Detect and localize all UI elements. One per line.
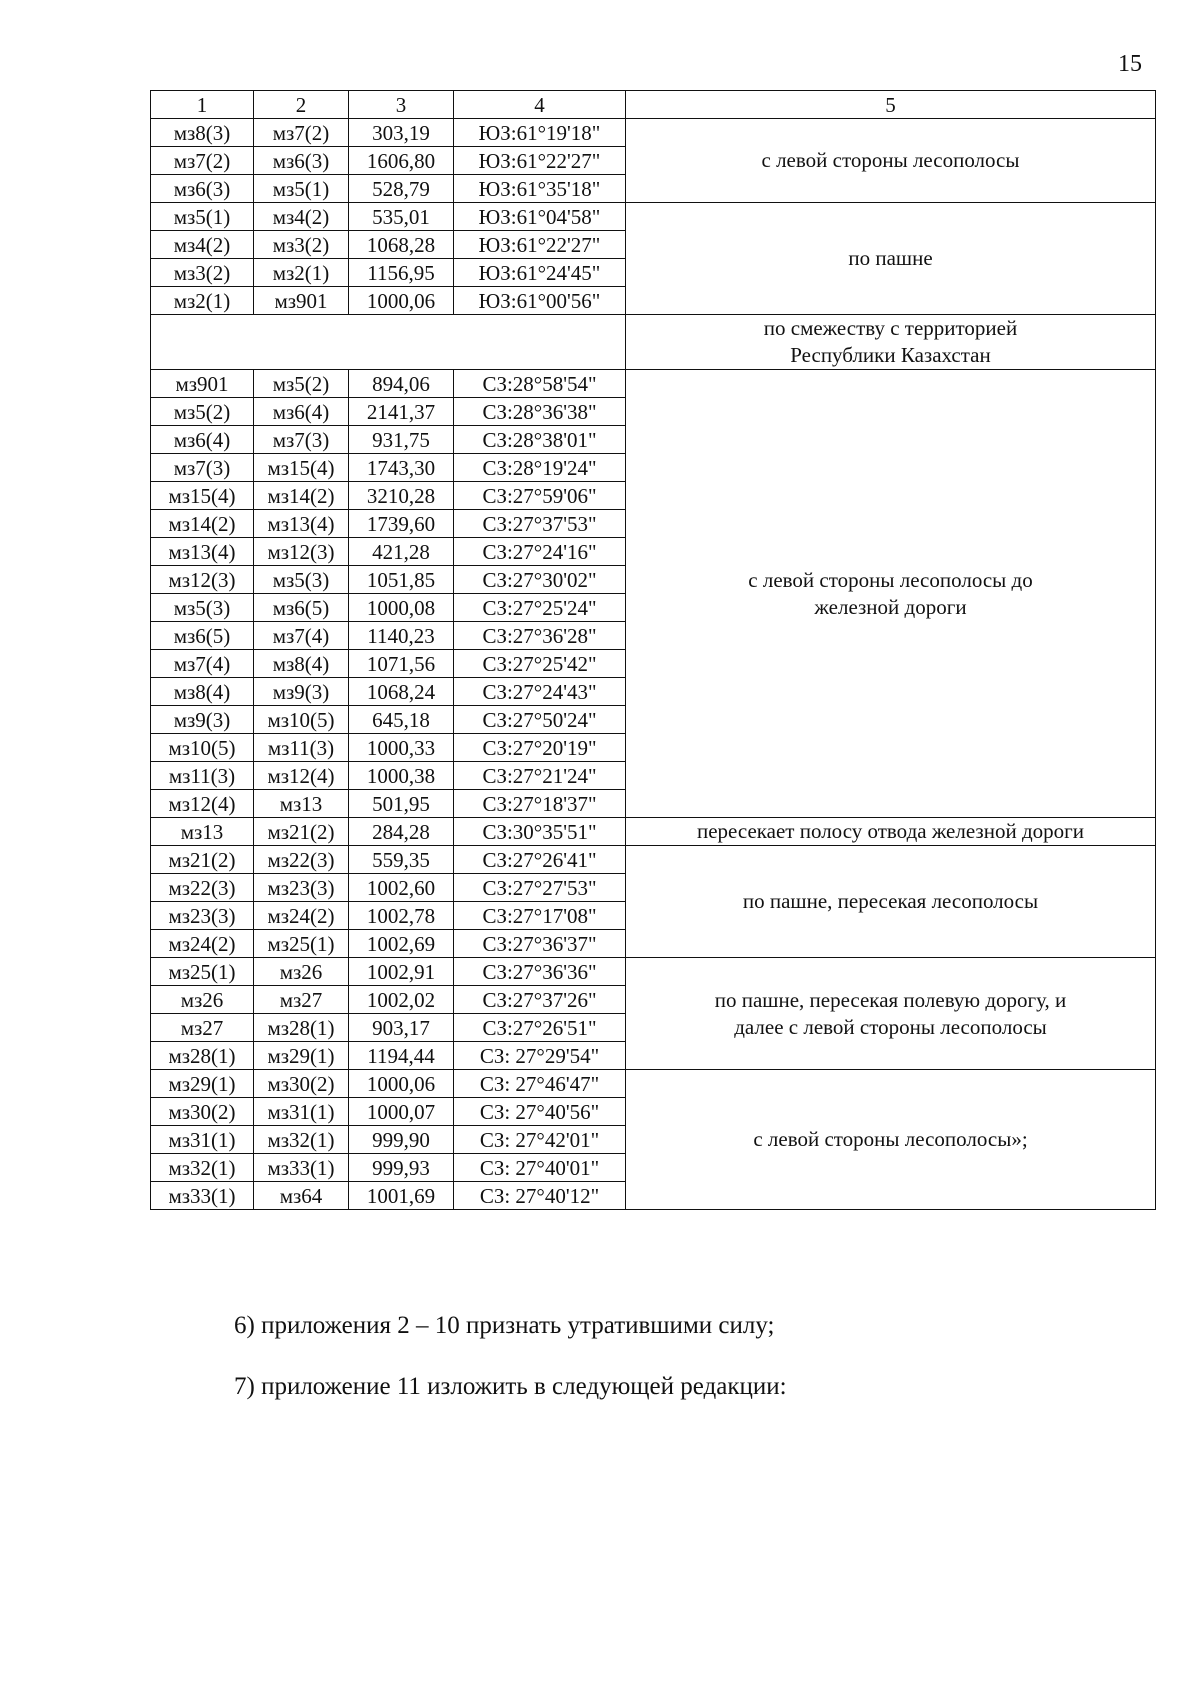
cell-c1: мз10(5) [151,734,254,762]
cell-c2: мз12(4) [254,762,349,790]
cell-c2: мз64 [254,1182,349,1210]
cell-c3: 1002,78 [349,902,454,930]
description-cell [626,1070,1156,1210]
boundary-table [150,90,1156,1210]
cell-c4: СЗ: 27°42'01" [454,1126,626,1154]
cell-c3: 1002,69 [349,930,454,958]
description-line: далее с левой стороны лесополосы [734,1014,1047,1039]
cell-c3: 2141,37 [349,398,454,426]
cell-c4: ЮЗ:61°35'18" [454,175,626,203]
cell-c4: СЗ:27°26'51" [454,1014,626,1042]
cell-c2: мз13 [254,790,349,818]
cell-c4: ЮЗ:61°24'45" [454,259,626,287]
cell-c2: мз12(3) [254,538,349,566]
cell-c2: мз3(2) [254,231,349,259]
cell-c4: ЮЗ:61°22'27" [454,231,626,259]
cell-c4: СЗ:28°58'54" [454,370,626,398]
cell-c4: СЗ:27°36'37" [454,930,626,958]
cell-c1: мз3(2) [151,259,254,287]
cell-c1: мз12(4) [151,790,254,818]
cell-c3: 1068,24 [349,678,454,706]
cell-c4: СЗ: 27°46'47" [454,1070,626,1098]
cell-c1: мз8(3) [151,119,254,147]
cell-c3: 1071,56 [349,650,454,678]
cell-c3: 999,90 [349,1126,454,1154]
description-line: по пашне [848,246,933,270]
description-line: Республики Казахстан [790,343,991,367]
cell-c4: СЗ:30°35'51" [454,818,626,846]
cell-c1: мз5(2) [151,398,254,426]
cell-c2: мз30(2) [254,1070,349,1098]
cell-c2: мз901 [254,287,349,315]
table-row [151,119,1156,147]
cell-c1: мз32(1) [151,1154,254,1182]
cell-c1: мз24(2) [151,930,254,958]
cell-c3: 1140,23 [349,622,454,650]
cell-c2: мз9(3) [254,678,349,706]
cell-c1: мз5(1) [151,203,254,231]
cell-c4: СЗ:27°59'06" [454,482,626,510]
cell-c2: мз24(2) [254,902,349,930]
cell-c3: 1739,60 [349,510,454,538]
cell-c4: ЮЗ:61°04'58" [454,203,626,231]
cell-c3: 1002,60 [349,874,454,902]
cell-c3: 3210,28 [349,482,454,510]
paragraph-6: 6) приложения 2 – 10 признать утратившими силу; [234,1312,775,1339]
cell-c3: 1068,28 [349,231,454,259]
cell-c1: мз13 [151,818,254,846]
cell-c4: СЗ:27°25'24" [454,594,626,622]
cell-c2: мз7(3) [254,426,349,454]
cell-c3: 1156,95 [349,259,454,287]
cell-c2: мз14(2) [254,482,349,510]
cell-c1: мз26 [151,986,254,1014]
cell-c4: СЗ:27°36'28" [454,622,626,650]
cell-c4: СЗ:27°20'19" [454,734,626,762]
cell-c2: мз27 [254,986,349,1014]
description-line: пересекает полосу отвода железной дороги [696,819,1084,843]
cell-c2: мз10(5) [254,706,349,734]
cell-c1: мз27 [151,1014,254,1042]
page-number: 15 [1118,51,1142,77]
cell-c4: СЗ:27°18'37" [454,790,626,818]
cell-c4: ЮЗ:61°00'56" [454,287,626,315]
cell-c3: 999,93 [349,1154,454,1182]
cell-c3: 501,95 [349,790,454,818]
cell-c4: СЗ: 27°40'12" [454,1182,626,1210]
description-line: с левой стороны лесополосы до [748,567,1033,592]
cell-c3: 1000,07 [349,1098,454,1126]
table-row [151,203,1156,231]
cell-c3: 303,19 [349,119,454,147]
cell-c2: мз28(1) [254,1014,349,1042]
cell-c3: 421,28 [349,538,454,566]
description-cell [626,370,1156,818]
cell-c1: мз23(3) [151,902,254,930]
cell-c3: 931,75 [349,426,454,454]
table-row [151,370,1156,398]
cell-c2: мз29(1) [254,1042,349,1070]
column-header: 5 [626,91,1156,119]
cell-c2: мз13(4) [254,510,349,538]
cell-c1: мз7(3) [151,454,254,482]
cell-c1: мз6(4) [151,426,254,454]
cell-c2: мз26 [254,958,349,986]
cell-c1: мз2(1) [151,287,254,315]
cell-c2: мз7(4) [254,622,349,650]
description-line: железной дороги [814,594,967,619]
cell-c3: 528,79 [349,175,454,203]
cell-c3: 1002,02 [349,986,454,1014]
cell-c1: мз28(1) [151,1042,254,1070]
cell-c2: мз31(1) [254,1098,349,1126]
cell-c2: мз6(4) [254,398,349,426]
cell-c4: СЗ:27°50'24" [454,706,626,734]
separator-row [151,315,1156,370]
cell-c2: мз5(1) [254,175,349,203]
cell-c3: 1000,33 [349,734,454,762]
column-header: 2 [254,91,349,119]
cell-c3: 1002,91 [349,958,454,986]
cell-c1: мз30(2) [151,1098,254,1126]
cell-c2: мз23(3) [254,874,349,902]
column-header: 3 [349,91,454,119]
cell-c1: мз14(2) [151,510,254,538]
table-row [151,1070,1156,1098]
description-line: с левой стороны лесополосы»; [753,1127,1028,1151]
cell-c1: мз6(3) [151,175,254,203]
cell-c4: ЮЗ:61°22'27" [454,147,626,175]
cell-c4: СЗ:27°27'53" [454,874,626,902]
cell-c4: СЗ:27°37'53" [454,510,626,538]
table-header-row [151,91,1156,119]
cell-c4: СЗ:27°37'26" [454,986,626,1014]
cell-c2: мз11(3) [254,734,349,762]
cell-c2: мз8(4) [254,650,349,678]
cell-c4: СЗ:27°26'41" [454,846,626,874]
cell-c2: мз6(3) [254,147,349,175]
cell-c1: мз33(1) [151,1182,254,1210]
cell-c1: мз12(3) [151,566,254,594]
cell-c4: СЗ:28°36'38" [454,398,626,426]
cell-c1: мз29(1) [151,1070,254,1098]
cell-c2: мз33(1) [254,1154,349,1182]
cell-c2: мз15(4) [254,454,349,482]
cell-c3: 1051,85 [349,566,454,594]
table-row [151,846,1156,874]
description-cell [626,818,1156,846]
cell-c4: СЗ:27°36'36" [454,958,626,986]
cell-c2: мз7(2) [254,119,349,147]
cell-c1: мз15(4) [151,482,254,510]
empty-cell [151,315,626,370]
cell-c2: мз4(2) [254,203,349,231]
cell-c3: 1000,08 [349,594,454,622]
cell-c1: мз7(4) [151,650,254,678]
cell-c4: ЮЗ:61°19'18" [454,119,626,147]
cell-c4: СЗ:28°19'24" [454,454,626,482]
table-row [151,818,1156,846]
cell-c4: СЗ:27°30'02" [454,566,626,594]
cell-c2: мз25(1) [254,930,349,958]
cell-c1: мз9(3) [151,706,254,734]
cell-c1: мз22(3) [151,874,254,902]
cell-c1: мз5(3) [151,594,254,622]
cell-c4: СЗ: 27°40'56" [454,1098,626,1126]
cell-c2: мз5(3) [254,566,349,594]
cell-c3: 1001,69 [349,1182,454,1210]
cell-c4: СЗ:27°24'43" [454,678,626,706]
description-line: по смежеству с территорией [763,316,1018,340]
cell-c1: мз8(4) [151,678,254,706]
description-line: с левой стороны лесополосы [761,148,1020,172]
cell-c3: 535,01 [349,203,454,231]
column-header: 1 [151,91,254,119]
cell-c1: мз6(5) [151,622,254,650]
cell-c3: 1194,44 [349,1042,454,1070]
cell-c4: СЗ:27°17'08" [454,902,626,930]
column-header: 4 [454,91,626,119]
cell-c3: 1000,06 [349,1070,454,1098]
cell-c1: мз13(4) [151,538,254,566]
cell-c1: мз4(2) [151,231,254,259]
cell-c3: 1000,38 [349,762,454,790]
cell-c4: СЗ:27°21'24" [454,762,626,790]
cell-c3: 559,35 [349,846,454,874]
cell-c3: 894,06 [349,370,454,398]
cell-c1: мз21(2) [151,846,254,874]
description-cell [626,315,1156,370]
cell-c1: мз7(2) [151,147,254,175]
cell-c2: мз2(1) [254,259,349,287]
cell-c3: 903,17 [349,1014,454,1042]
cell-c4: СЗ: 27°29'54" [454,1042,626,1070]
cell-c2: мз32(1) [254,1126,349,1154]
cell-c3: 284,28 [349,818,454,846]
description-cell [626,203,1156,315]
paragraph-7: 7) приложение 11 изложить в следующей редакции: [234,1373,787,1400]
description-cell [626,119,1156,203]
cell-c4: СЗ:27°25'42" [454,650,626,678]
cell-c4: СЗ:28°38'01" [454,426,626,454]
description-line: по пашне, пересекая лесополосы [742,889,1039,913]
cell-c2: мз22(3) [254,846,349,874]
cell-c1: мз31(1) [151,1126,254,1154]
cell-c3: 645,18 [349,706,454,734]
cell-c3: 1000,06 [349,287,454,315]
description-cell [626,958,1156,1070]
cell-c1: мз25(1) [151,958,254,986]
cell-c4: СЗ: 27°40'01" [454,1154,626,1182]
table-row [151,958,1156,986]
cell-c3: 1743,30 [349,454,454,482]
cell-c2: мз21(2) [254,818,349,846]
description-cell [626,846,1156,958]
cell-c3: 1606,80 [349,147,454,175]
description-line: по пашне, пересекая полевую дорогу, и [714,987,1067,1012]
cell-c2: мз6(5) [254,594,349,622]
cell-c2: мз5(2) [254,370,349,398]
cell-c1: мз901 [151,370,254,398]
cell-c4: СЗ:27°24'16" [454,538,626,566]
cell-c1: мз11(3) [151,762,254,790]
